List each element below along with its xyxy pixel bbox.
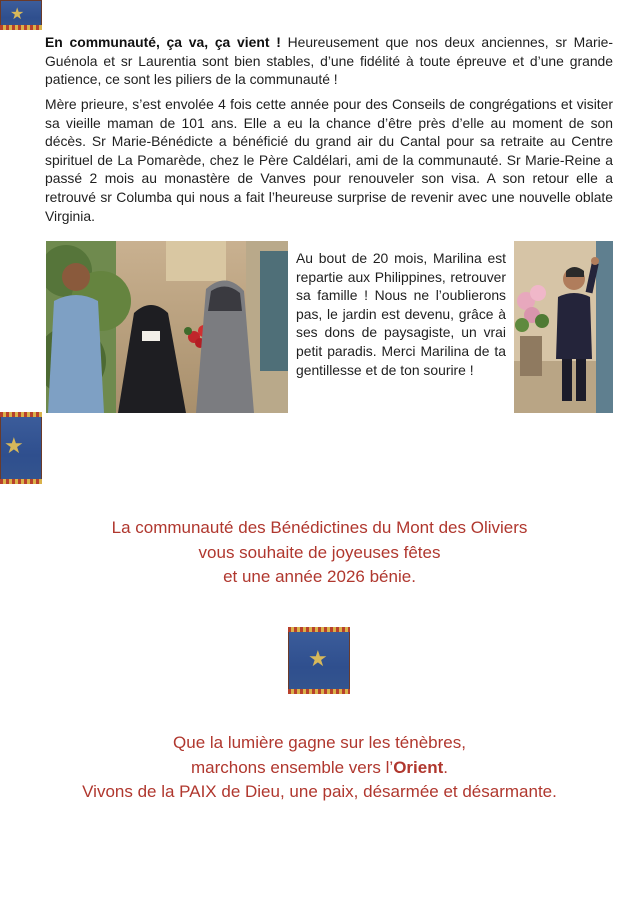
star-emblem-icon: ★: [288, 627, 350, 694]
closing-line: [0, 756, 639, 781]
paragraph-news: Mère prieure, s’est envolée 4 fois cette année pour des Conseils de congrégations et visiter sa vieille maman de 101 ans. Elle a eu la chance d’être près d’elle au moment de son décès. Sr Marie-Bénédicte a bénéficié du grand air du Cantal pour sa retraite au Centre spirituel de La Pomarède, chez le Père Caldélari, ami de la communauté. Sr Marie-Reine a passé 2 mois au monastère de Vanves pour renouveler son visa. A son retour elle a retrouvé sr Columba qui nous a fait l’heureuse surprise de revenir avec une nouvelle oblate Virginia.: [45, 96, 613, 224]
garden-group-photo: [46, 241, 288, 413]
season-greeting: [0, 516, 639, 590]
closing-blessing: [0, 731, 639, 805]
paragraph-lead: En communauté, ça va, ça vient !: [45, 34, 281, 50]
closing-line: Que la lumière gagne sur les ténèbres,: [173, 733, 466, 752]
paragraph-body: Heureusement que nos deux anciennes, sr Marie-Guénola et sr Laurentia sont bien stables, d’une fidélité à toute épreuve et d’une grande patience, ce sont les piliers de la communauté !: [45, 34, 614, 88]
star-emblem-icon: ★: [0, 0, 42, 30]
closing-line: Vivons de la PAIX de Dieu, une paix, désarmée et désarmante.: [82, 782, 557, 801]
closing-punctuation: .: [443, 757, 448, 777]
closing-text: marchons ensemble vers l’: [191, 757, 394, 777]
greeting-line: La communauté des Bénédictines du Mont des Oliviers: [111, 518, 528, 537]
star-emblem-icon: ★: [0, 412, 42, 484]
waving-woman-photo: [514, 241, 613, 413]
paragraph-marilina: Au bout de 20 mois, Marilina est repartie aux Philippines, retrouver sa famille ! Nous ne l’oublierons pas, le jardin est devenu, grâce à ses dons de paysagiste, un vrai petit paradis. Merci Marilina de ta gentillesse et de ton sourire !: [296, 250, 506, 378]
greeting-line: et une année 2026 bénie.: [223, 567, 416, 586]
orient-emphasis: Orient: [393, 757, 444, 777]
paragraph-community: [45, 33, 613, 89]
greeting-line: vous souhaite de joyeuses fêtes: [198, 542, 441, 562]
